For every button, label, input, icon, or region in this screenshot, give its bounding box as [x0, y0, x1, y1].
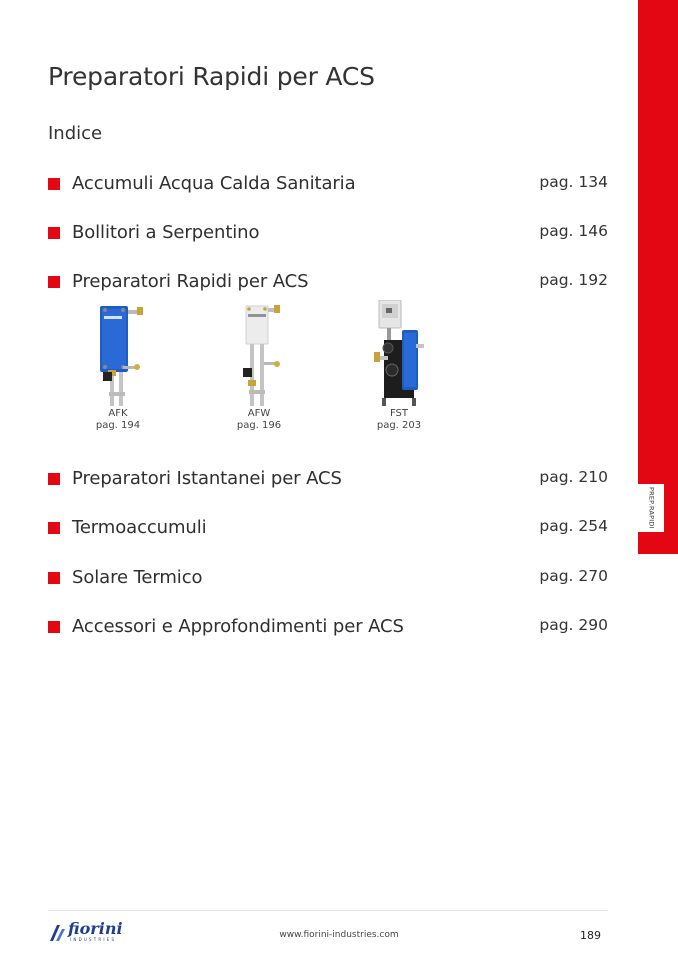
index-item-bollitori[interactable] [48, 222, 608, 244]
index-item-label: Solare Termico [72, 567, 203, 588]
page-number: 189 [580, 929, 601, 942]
product-page: pag. 203 [376, 420, 422, 431]
index-item-page: pag. 290 [539, 616, 608, 634]
red-square-bullet-icon [48, 473, 60, 485]
index-item-preparatori-istantanei[interactable] [48, 468, 608, 490]
red-square-bullet-icon [48, 276, 60, 288]
index-item-accessori[interactable] [48, 616, 608, 638]
product-afw[interactable] [214, 300, 304, 432]
index-item-solare-termico[interactable] [48, 567, 608, 589]
product-fst[interactable] [354, 300, 444, 432]
index-item-label: Preparatori Istantanei per ACS [72, 468, 342, 489]
index-item-page: pag. 270 [539, 567, 608, 585]
logo-brand-text: fiorini [68, 919, 123, 938]
index-item-page: pag. 192 [539, 271, 608, 289]
side-tab-line2: RAPIDI [647, 505, 656, 529]
product-name: AFK [108, 408, 128, 419]
page-title: Preparatori Rapidi per ACS [48, 62, 375, 91]
index-item-page: pag. 210 [539, 468, 608, 486]
index-item-page: pag. 146 [539, 222, 608, 240]
afw-heat-exchanger-icon [224, 300, 294, 408]
red-square-bullet-icon [48, 522, 60, 534]
index-item-label: Bollitori a Serpentino [72, 222, 260, 243]
section-side-tab [638, 484, 664, 532]
index-heading: Indice [48, 123, 103, 144]
red-square-bullet-icon [48, 178, 60, 190]
index-item-label: Preparatori Rapidi per ACS [72, 271, 309, 292]
logo-sub-text: INDUSTRIES [70, 937, 117, 942]
index-item-preparatori-rapidi[interactable] [48, 271, 608, 293]
index-item-label: Termoaccumuli [72, 517, 207, 538]
section-side-bar [638, 0, 678, 554]
index-item-termoaccumuli[interactable] [48, 517, 608, 539]
index-item-page: pag. 134 [539, 173, 608, 191]
product-page: pag. 194 [95, 420, 141, 431]
footer-divider [48, 910, 608, 911]
afk-heat-exchanger-icon [83, 300, 153, 408]
product-afk[interactable] [73, 300, 163, 432]
index-item-label: Accumuli Acqua Calda Sanitaria [72, 173, 356, 194]
red-square-bullet-icon [48, 572, 60, 584]
side-tab-line1: PREP. [647, 487, 656, 506]
product-page: pag. 196 [236, 420, 282, 431]
red-square-bullet-icon [48, 227, 60, 239]
index-item-page: pag. 254 [539, 517, 608, 535]
product-name: FST [389, 408, 409, 419]
red-square-bullet-icon [48, 621, 60, 633]
footer-url[interactable]: www.fiorini-industries.com [279, 930, 399, 940]
index-item-label: Accessori e Approfondimenti per ACS [72, 616, 404, 637]
fst-station-icon [364, 300, 434, 408]
index-item-accumuli[interactable] [48, 173, 608, 195]
product-name: AFW [247, 408, 271, 419]
